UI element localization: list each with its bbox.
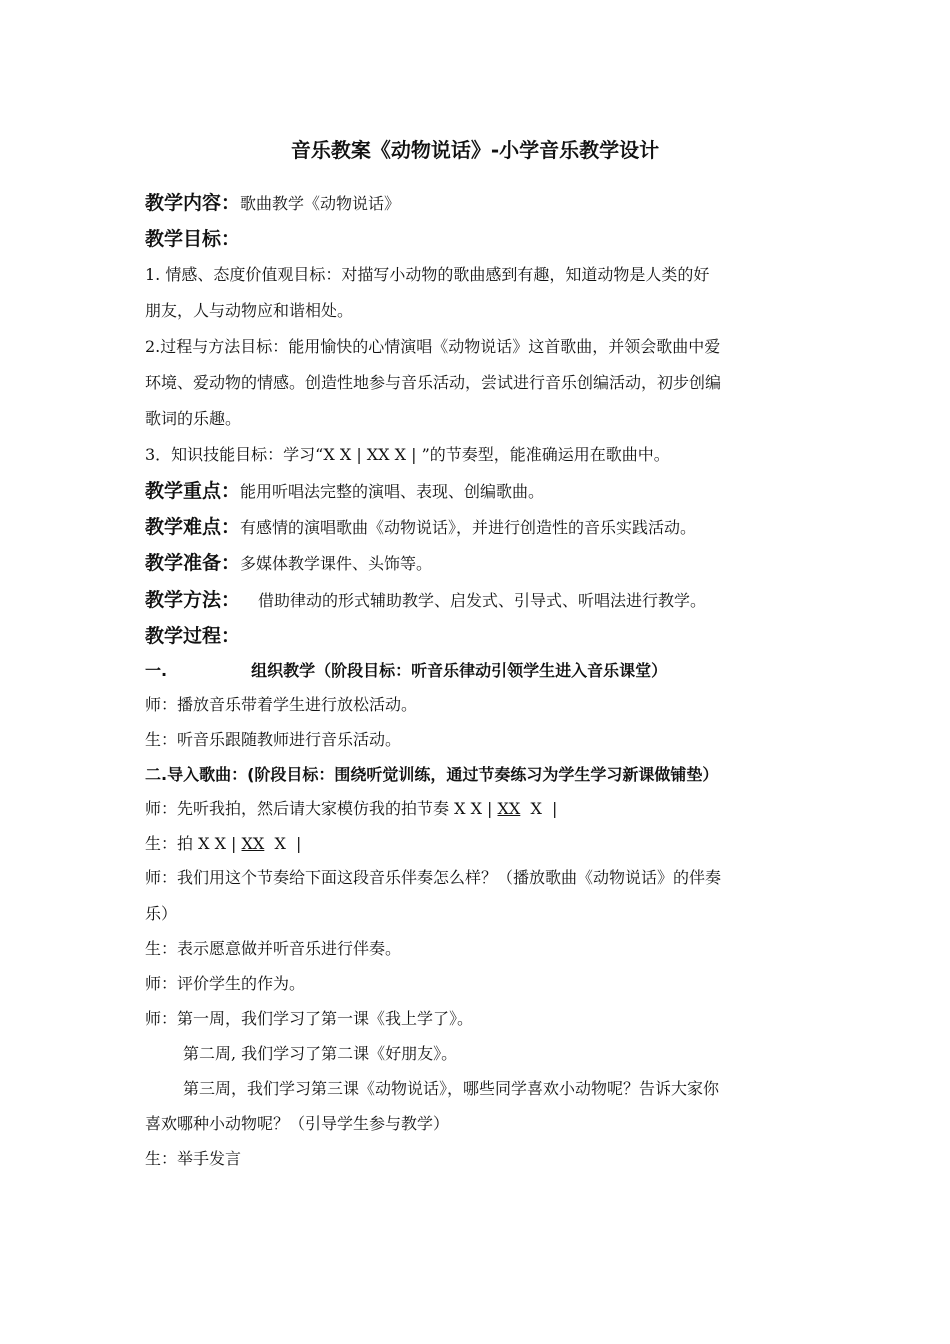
page-title: 音乐教案《动物说话》-小学音乐教学设计 [290,138,660,162]
content-line [145,188,815,215]
goal2-line2: 环境、爱动物的情感。创造性地参与音乐活动，尝试进行音乐创编活动，初步创编 [145,373,722,392]
goal3-line: 3．知识技能目标：学习“X X | XX X | ”的节奏型，能准确运用在歌曲中。 [145,445,670,464]
rhythm-line-student [145,831,815,854]
goals-label: 教学目标： [145,228,241,250]
rhythm-student-post: X | [264,834,302,853]
process-heading [145,621,815,648]
s2-line8a: 第三周，我们学习第三课《动物说话》，哪些同学喜欢小动物呢？告诉大家你 [183,1079,720,1098]
section2-heading: 二.导入歌曲：(阶段目标：围绕听觉训练，通过节奏练习为学生学习新课做铺垫） [145,765,719,784]
rhythm-teacher-pre: 师：先听我拍，然后请大家模仿我的拍节奏 X X | [145,799,498,818]
s2-line8b: 喜欢哪种小动物呢？（引导学生参与教学） [145,1114,450,1133]
prep-text: 多媒体教学课件、头饰等。 [240,554,433,573]
s2-line4: 生：表示愿意做并听音乐进行伴奏。 [145,939,402,958]
key-label: 教学重点： [145,480,241,502]
goals-heading [145,224,815,251]
section1-text: 组织教学（阶段目标：听音乐律动引领学生进入音乐课堂） [251,661,668,680]
difficulty-line [145,512,815,539]
rhythm-teacher-post: X | [520,799,558,818]
difficulty-label: 教学难点： [145,516,241,538]
method-line [145,585,815,612]
goal1-line2: 朋友，人与动物应和谐相处。 [145,301,354,320]
key-line [145,476,815,503]
s2-line3b: 乐） [145,904,178,923]
rhythm-student-pre: 生：拍 X X | [145,834,242,853]
s2-line5: 师：评价学生的作为。 [145,974,306,993]
content-text: 歌曲教学《动物说话》 [240,194,401,213]
key-text: 能用听唱法完整的演唱、表现、创编歌曲。 [240,482,545,501]
method-label: 教学方法： [145,589,241,611]
goal2-line3: 歌词的乐趣。 [145,409,242,428]
method-text: 借助律动的形式辅助教学、启发式、引导式、听唱法进行教学。 [258,591,707,610]
s1-teacher-line: 师：播放音乐带着学生进行放松活动。 [145,695,418,714]
content-label: 教学内容： [145,192,241,214]
rhythm-line-teacher [145,796,815,819]
process-label: 教学过程： [145,625,241,647]
goal2-line1: 2.过程与方法目标：能用愉快的心情演唱《动物说话》这首歌曲，并领会歌曲中爱 [145,337,721,356]
s1-student-line: 生：听音乐跟随教师进行音乐活动。 [145,730,402,749]
rhythm-student-xx: XX [241,834,265,853]
section1-number: 一. [145,661,168,680]
goal1-line1: 1. 情感、态度价值观目标：对描写小动物的歌曲感到有趣，知道动物是人类的好 [145,265,710,284]
rhythm-teacher-xx: XX [497,799,521,818]
s2-line9: 生：举手发言 [145,1149,242,1168]
prep-line [145,548,815,575]
section1-heading [145,658,815,681]
prep-label: 教学准备： [145,552,241,574]
s2-line6: 师：第一周，我们学习了第一课《我上学了》。 [145,1009,474,1028]
s2-line7: 第二周, 我们学习了第二课《好朋友》。 [183,1044,458,1063]
difficulty-text: 有感情的演唱歌曲《动物说话》，并进行创造性的音乐实践活动。 [240,518,697,537]
s2-line3a: 师：我们用这个节奏给下面这段音乐伴奏怎么样？（播放歌曲《动物说话》的伴奏 [145,868,722,887]
